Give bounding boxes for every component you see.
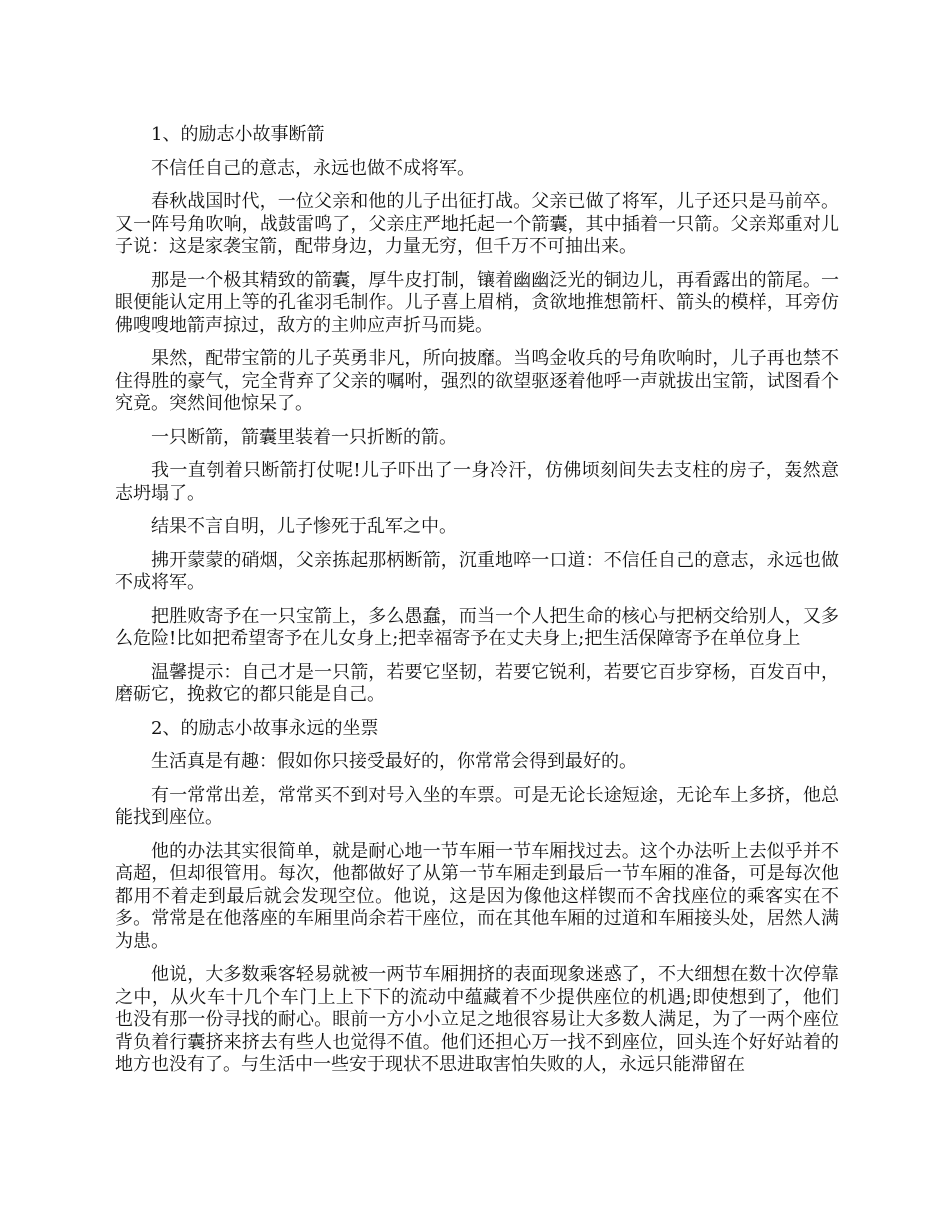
- body-paragraph: 把胜败寄予在一只宝箭上，多么愚蠢，而当一个人把生命的核心与把柄交给别人，又多么危险!比如把希望寄予在儿女身上;把幸福寄予在丈夫身上;把生活保障寄予在单位身上: [115, 605, 839, 649]
- body-paragraph: 那是一个极其精致的箭囊，厚牛皮打制，镶着幽幽泛光的铜边儿，再看露出的箭尾。一眼便能认定用上等的孔雀羽毛制作。儿子喜上眉梢，贪欲地推想箭杆、箭头的模样，耳旁仿佛嗖嗖地箭声掠过，敌方的主帅应声折马而毙。: [115, 269, 839, 336]
- body-paragraph: 他的办法其实很简单，就是耐心地一节车厢一节车厢找过去。这个办法听上去似乎并不高超，但却很管用。每次，他都做好了从第一节车厢走到最后一节车厢的准备，可是每次他都用不着走到最后就会发现空位。他说，这是因为像他这样锲而不舍找座位的乘客实在不多。常常是在他落座的车厢里尚余若干座位，而在其他车厢的过道和车厢接头处，居然人满为患。: [115, 840, 839, 952]
- body-paragraph: 结果不言自明，儿子惨死于乱军之中。: [151, 516, 457, 537]
- body-paragraph: 一只断箭，箭囊里装着一只折断的箭。: [151, 426, 457, 448]
- body-paragraph: 拂开蒙蒙的硝烟，父亲拣起那柄断箭，沉重地啐一口道：不信任自己的意志，永远也做不成将军。: [115, 549, 839, 593]
- body-paragraph: 有一常常出差，常常买不到对号入坐的车票。可是无论长途短途，无论车上多挤，他总能找到座位。: [115, 784, 839, 828]
- document-body: [115, 124, 839, 1088]
- body-paragraph: 他说，大多数乘客轻易就被一两节车厢拥挤的表面现象迷惑了，不大细想在数十次停靠之中，从火车十几个车门上上下下的流动中蕴藏着不少提供座位的机遇;即使想到了，他们也没有那一份寻找的耐心。眼前一方小小立足之地很容易让大多数人满足，为了一两个座位背负着行囊挤来挤去有些人也觉得不值。他们还担心万一找不到座位，回头连个好好站着的地方也没有了。与生活中一些安于现状不思进取害怕失败的人，永远只能滞留在: [115, 964, 839, 1075]
- section-heading-2: 2、的励志小故事永远的坐票: [151, 717, 379, 739]
- body-paragraph: 我一直刳着只断箭打仗呢!儿子吓出了一身冷汗，仿佛顷刻间失去支柱的房子，轰然意志坍塌了。: [115, 460, 839, 504]
- body-paragraph: 不信任自己的意志，永远也做不成将军。: [151, 157, 475, 179]
- body-paragraph: 生活真是有趣：假如你只接受最好的，你常常会得到最好的。: [151, 751, 637, 772]
- tip-paragraph: 温馨提示：自己才是一只箭，若要它坚韧，若要它锐利，若要它百步穿杨，百发百中，磨砺它，挽救它的都只能是自己。: [115, 661, 839, 705]
- body-paragraph: 果然，配带宝箭的儿子英勇非凡，所向披靡。当鸣金收兵的号角吹响时，儿子再也禁不住得胜的豪气，完全背弃了父亲的嘱咐，强烈的欲望驱逐着他呼一声就拔出宝箭，试图看个究竟。突然间他惊呆了。: [115, 348, 839, 414]
- section-heading-1: 1、的励志小故事断箭: [151, 124, 325, 145]
- body-paragraph: 春秋战国时代，一位父亲和他的儿子出征打战。父亲已做了将军，儿子还只是马前卒。又一阵号角吹响，战鼓雷鸣了，父亲庄严地托起一个箭囊，其中插着一只箭。父亲郑重对儿子说：这是家袭宝箭，配带身边，力量无穷，但千万不可抽出来。: [115, 191, 839, 257]
